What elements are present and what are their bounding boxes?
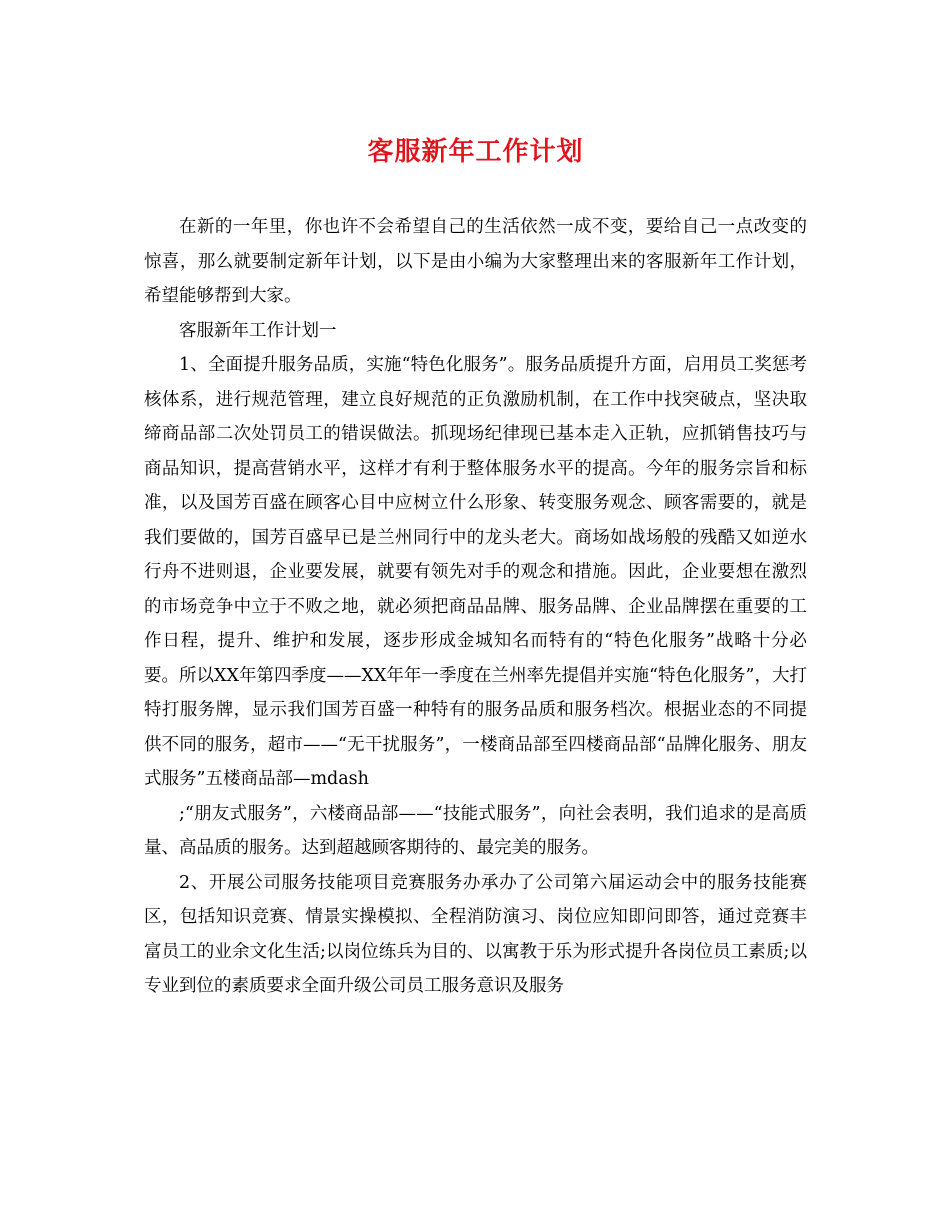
body-paragraph-1: 1、全面提升服务品质，实施“特色化服务”。服务品质提升方面，启用员工奖惩考核体系，进行规范管理，建立良好规范的正负激励机制，在工作中找突破点，坚决取缔商品部二次处罚员工的错误做法。抓现场纪律现已基本走入正轨，应抓销售技巧与商品知识，提高营销水平，这样才有利于整体服务水平的提高。今年的服务宗旨和标准，以及国芳百盛在顾客心目中应树立什么形象、转变服务观念、顾客需要的，就是我们要做的，国芳百盛早已是兰州同行中的龙头老大。商场如战场般的残酷又如逆水行舟不进则退，企业要发展，就要有领先对手的观念和措施。因此，企业要想在激烈的市场竞争中立于不败之地，就必须把商品品牌、服务品牌、企业品牌摆在重要的工作日程，提升、维护和发展，逐步形成金城知名而特有的“特色化服务”战略十分必要。所以XX年第四季度——XX年年一季度在兰州率先提倡并实施“特色化服务”，大打特打服务牌，显示我们国芳百盛一种特有的服务品质和服务档次。根据业态的不同提供不同的服务，超市——“无干扰服务”，一楼商品部至四楼商品部“品牌化服务、朋友式服务”五楼商品部—mdash	[144, 355, 807, 789]
document-page	[144, 128, 807, 1004]
document-title: 客服新年工作计划	[367, 137, 584, 167]
section-heading: 客服新年工作计划一	[179, 320, 337, 341]
intro-paragraph: 在新的一年里，你也许不会希望自己的生活依然一成不变，要给自己一点改变的惊喜，那么就要制定新年计划，以下是由小编为大家整理出来的客服新年工作计划，希望能够帮到大家。	[144, 217, 807, 306]
body-paragraph-3: 2、开展公司服务技能项目竞赛服务办承办了公司第六届运动会中的服务技能赛区，包括知识竞赛、情景实操模拟、全程消防演习、岗位应知即问即答，通过竞赛丰富员工的业余文化生活;以岗位练兵为目的、以寓教于乐为形式提升各岗位员工素质;以专业到位的素质要求全面升级公司员工服务意识及服务	[144, 872, 807, 996]
body-paragraph-2: ;“朋友式服务”，六楼商品部——“技能式服务”，向社会表明，我们追求的是高质量、高品质的服务。达到超越顾客期待的、最完美的服务。	[144, 803, 807, 858]
